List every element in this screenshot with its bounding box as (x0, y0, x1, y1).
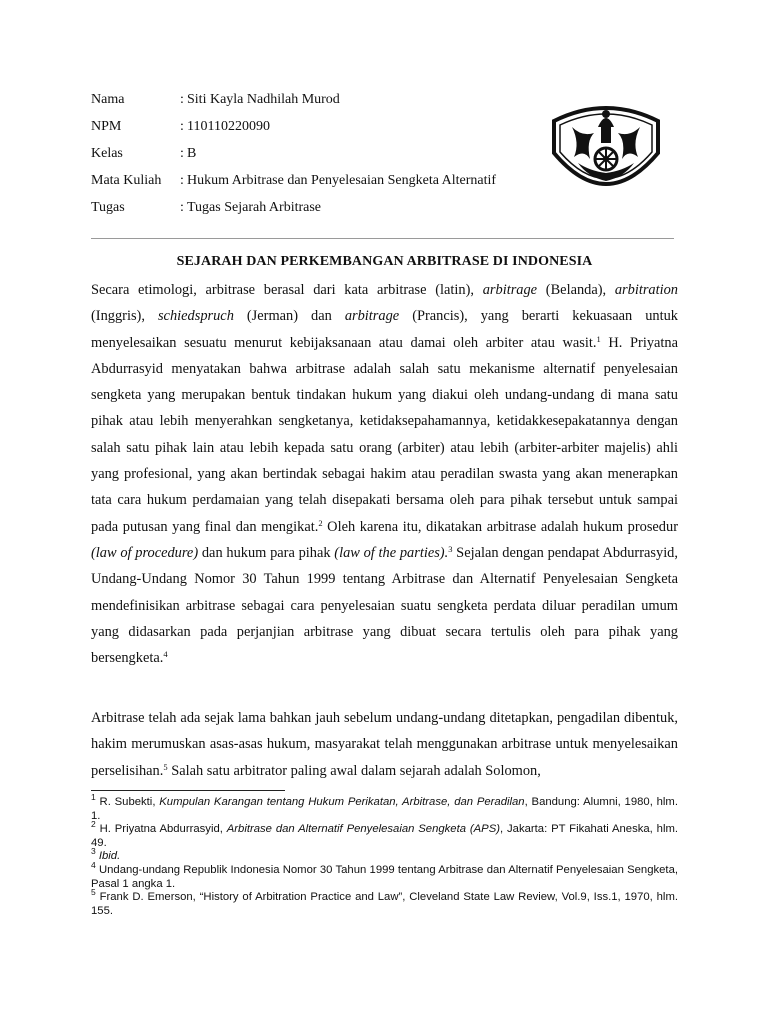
text-run: H. Priyatna Abdurrasyid menyatakan bahwa arbitrase adalah salah satu mekanisme alternatif penyelesaian sengketa yang merupakan bentuk tindakan hukum yang diakui oleh undang-undang di mana satu pihak atau lebih menyerahkan sengketanya, ketidaksepahamannya, ketidakkesepakatannya dengan salah satu pihak lain atau lebih kepada satu orang (arbiter) atau lebih (arbiter-arbiter majelis) ahli yang profesional, yang akan bertindak sebagai hakim atau peradilan swasta yang akan menerapkan tata cara hukum perdamaian yang telah disepakati bersama oleh para pihak tersebut untuk sampai pada putusan yang final dan mengikat. (91, 334, 678, 535)
footnote-ref-1: 1 (596, 333, 601, 344)
text-run: dan hukum para pihak (198, 544, 335, 561)
info-label: Tugas (91, 200, 125, 215)
text-run: (Inggris), (91, 308, 158, 325)
footnote-text: H. Priyatna Abdurrasyid, (95, 823, 227, 836)
italic-term: arbitrage (344, 308, 400, 325)
info-separator: : (180, 173, 184, 188)
page-title: SEJARAH DAN PERKEMBANGAN ARBITRASE DI INDONESIA (176, 254, 593, 269)
footnote-text: Undang-undang Republik Indonesia Nomor 30 Tahun 1999 tentang Arbitrase dan Alternatif Penyelesaian Sengketa, Pasal 1 angka 1. (91, 863, 678, 890)
footnote-italic: Ibid. (95, 850, 121, 863)
info-label: Nama (91, 92, 125, 107)
emblem-graphic (546, 97, 666, 197)
text-run: Arbitrase telah ada sejak lama bahkan jauh sebelum undang-undang ditetapkan, pengadilan dibentuk, hakim merumuskan asas-asas hukum, masyarakat telah menggunakan arbitrase untuk menyelesaikan perselisihan. (91, 710, 678, 779)
body-paragraph-1 (91, 277, 678, 671)
text-run: Sejalan dengan pendapat Abdurrasyid, Undang-Undang Nomor 30 Tahun 1999 tentang Arbitrase dan Alternatif Penyelesaian Sengketa mendefinisikan arbitrase sebagai cara penyelesaian suatu sengketa perdata diluar peradilan umum yang didasarkan pada perjanjian arbitrase yang dibuat secara tertulis oleh para pihak yang bersengketa. (91, 544, 678, 667)
body-paragraph-2 (91, 705, 678, 784)
info-value: Hukum Arbitrase dan Penyelesaian Sengketa Alternatif (187, 173, 497, 188)
footnote-number: 4 (91, 859, 96, 870)
italic-term: arbitration (614, 282, 678, 298)
info-separator: : (180, 119, 184, 134)
footnote-separator (91, 790, 285, 791)
footnote-number: 5 (91, 887, 96, 898)
university-emblem-icon (546, 97, 666, 197)
italic-term: (law of procedure) (91, 544, 199, 561)
info-value: Tugas Sejarah Arbitrase (187, 200, 322, 215)
footnote-4 (91, 859, 678, 891)
footnote-ref-3: 3 (448, 543, 453, 554)
footnote-1 (91, 792, 678, 823)
footnote-number: 1 (91, 792, 96, 802)
footnote-italic: Arbitrase dan Alternatif Penyelesaian Sengketa (APS) (226, 823, 501, 836)
italic-term: (law of the parties). (334, 544, 449, 561)
footnote-3 (91, 846, 678, 864)
info-separator: : (180, 200, 184, 215)
info-separator: : (180, 146, 184, 161)
footnote-5 (91, 887, 678, 918)
italic-term: arbitrage (482, 282, 538, 298)
info-value: B (187, 146, 197, 161)
info-label: Kelas (91, 146, 123, 161)
text-run: Oleh karena itu, dikatakan arbitrase adalah hukum prosedur (322, 518, 678, 535)
footnote-text: , Jakarta: PT Fikahati Aneska, hlm. 49. (91, 823, 679, 849)
text-run: (Prancis), yang berarti kekuasaan untuk menyelesaikan sesuatu menurut kebijaksanaan atau damai oleh arbiter atau wasit. (91, 308, 678, 351)
footnote-text: Frank D. Emerson, “History of Arbitration Practice and Law”, Cleveland State Law Review, Vol.9, Iss.1, 1970, hlm. 155. (91, 891, 678, 917)
text-run: (Belanda), (537, 282, 615, 298)
italic-term: schiedspruch (157, 308, 234, 325)
info-label: Mata Kuliah (91, 173, 162, 188)
info-label: NPM (91, 119, 122, 134)
footnote-ref-4: 4 (163, 649, 168, 660)
footnote-ref-5: 5 (163, 761, 168, 772)
text-run: Secara etimologi, arbitrase berasal dari kata arbitrase (latin), (91, 282, 483, 298)
footnote-number: 2 (91, 819, 96, 830)
footnote-ref-2: 2 (318, 517, 323, 528)
info-value: Siti Kayla Nadhilah Murod (187, 92, 340, 107)
footnote-text: , Bandung: Alumni, 1980, hlm. 1. (91, 796, 678, 822)
footnote-2 (91, 819, 679, 850)
footnote-italic: Kumpulan Karangan tentang Hukum Perikatan, Arbitrase, dan Peradilan (159, 796, 525, 808)
footnote-number: 3 (91, 846, 96, 857)
text-run: Salah satu arbitrator paling awal dalam sejarah adalah Solomon, (167, 762, 541, 779)
text-run: (Jerman) dan (233, 308, 345, 325)
header-divider (91, 238, 674, 239)
info-value: 110110220090 (187, 119, 270, 134)
footnotes (91, 792, 679, 918)
info-separator: : (180, 92, 184, 107)
footnote-text: R. Subekti, (95, 796, 160, 808)
